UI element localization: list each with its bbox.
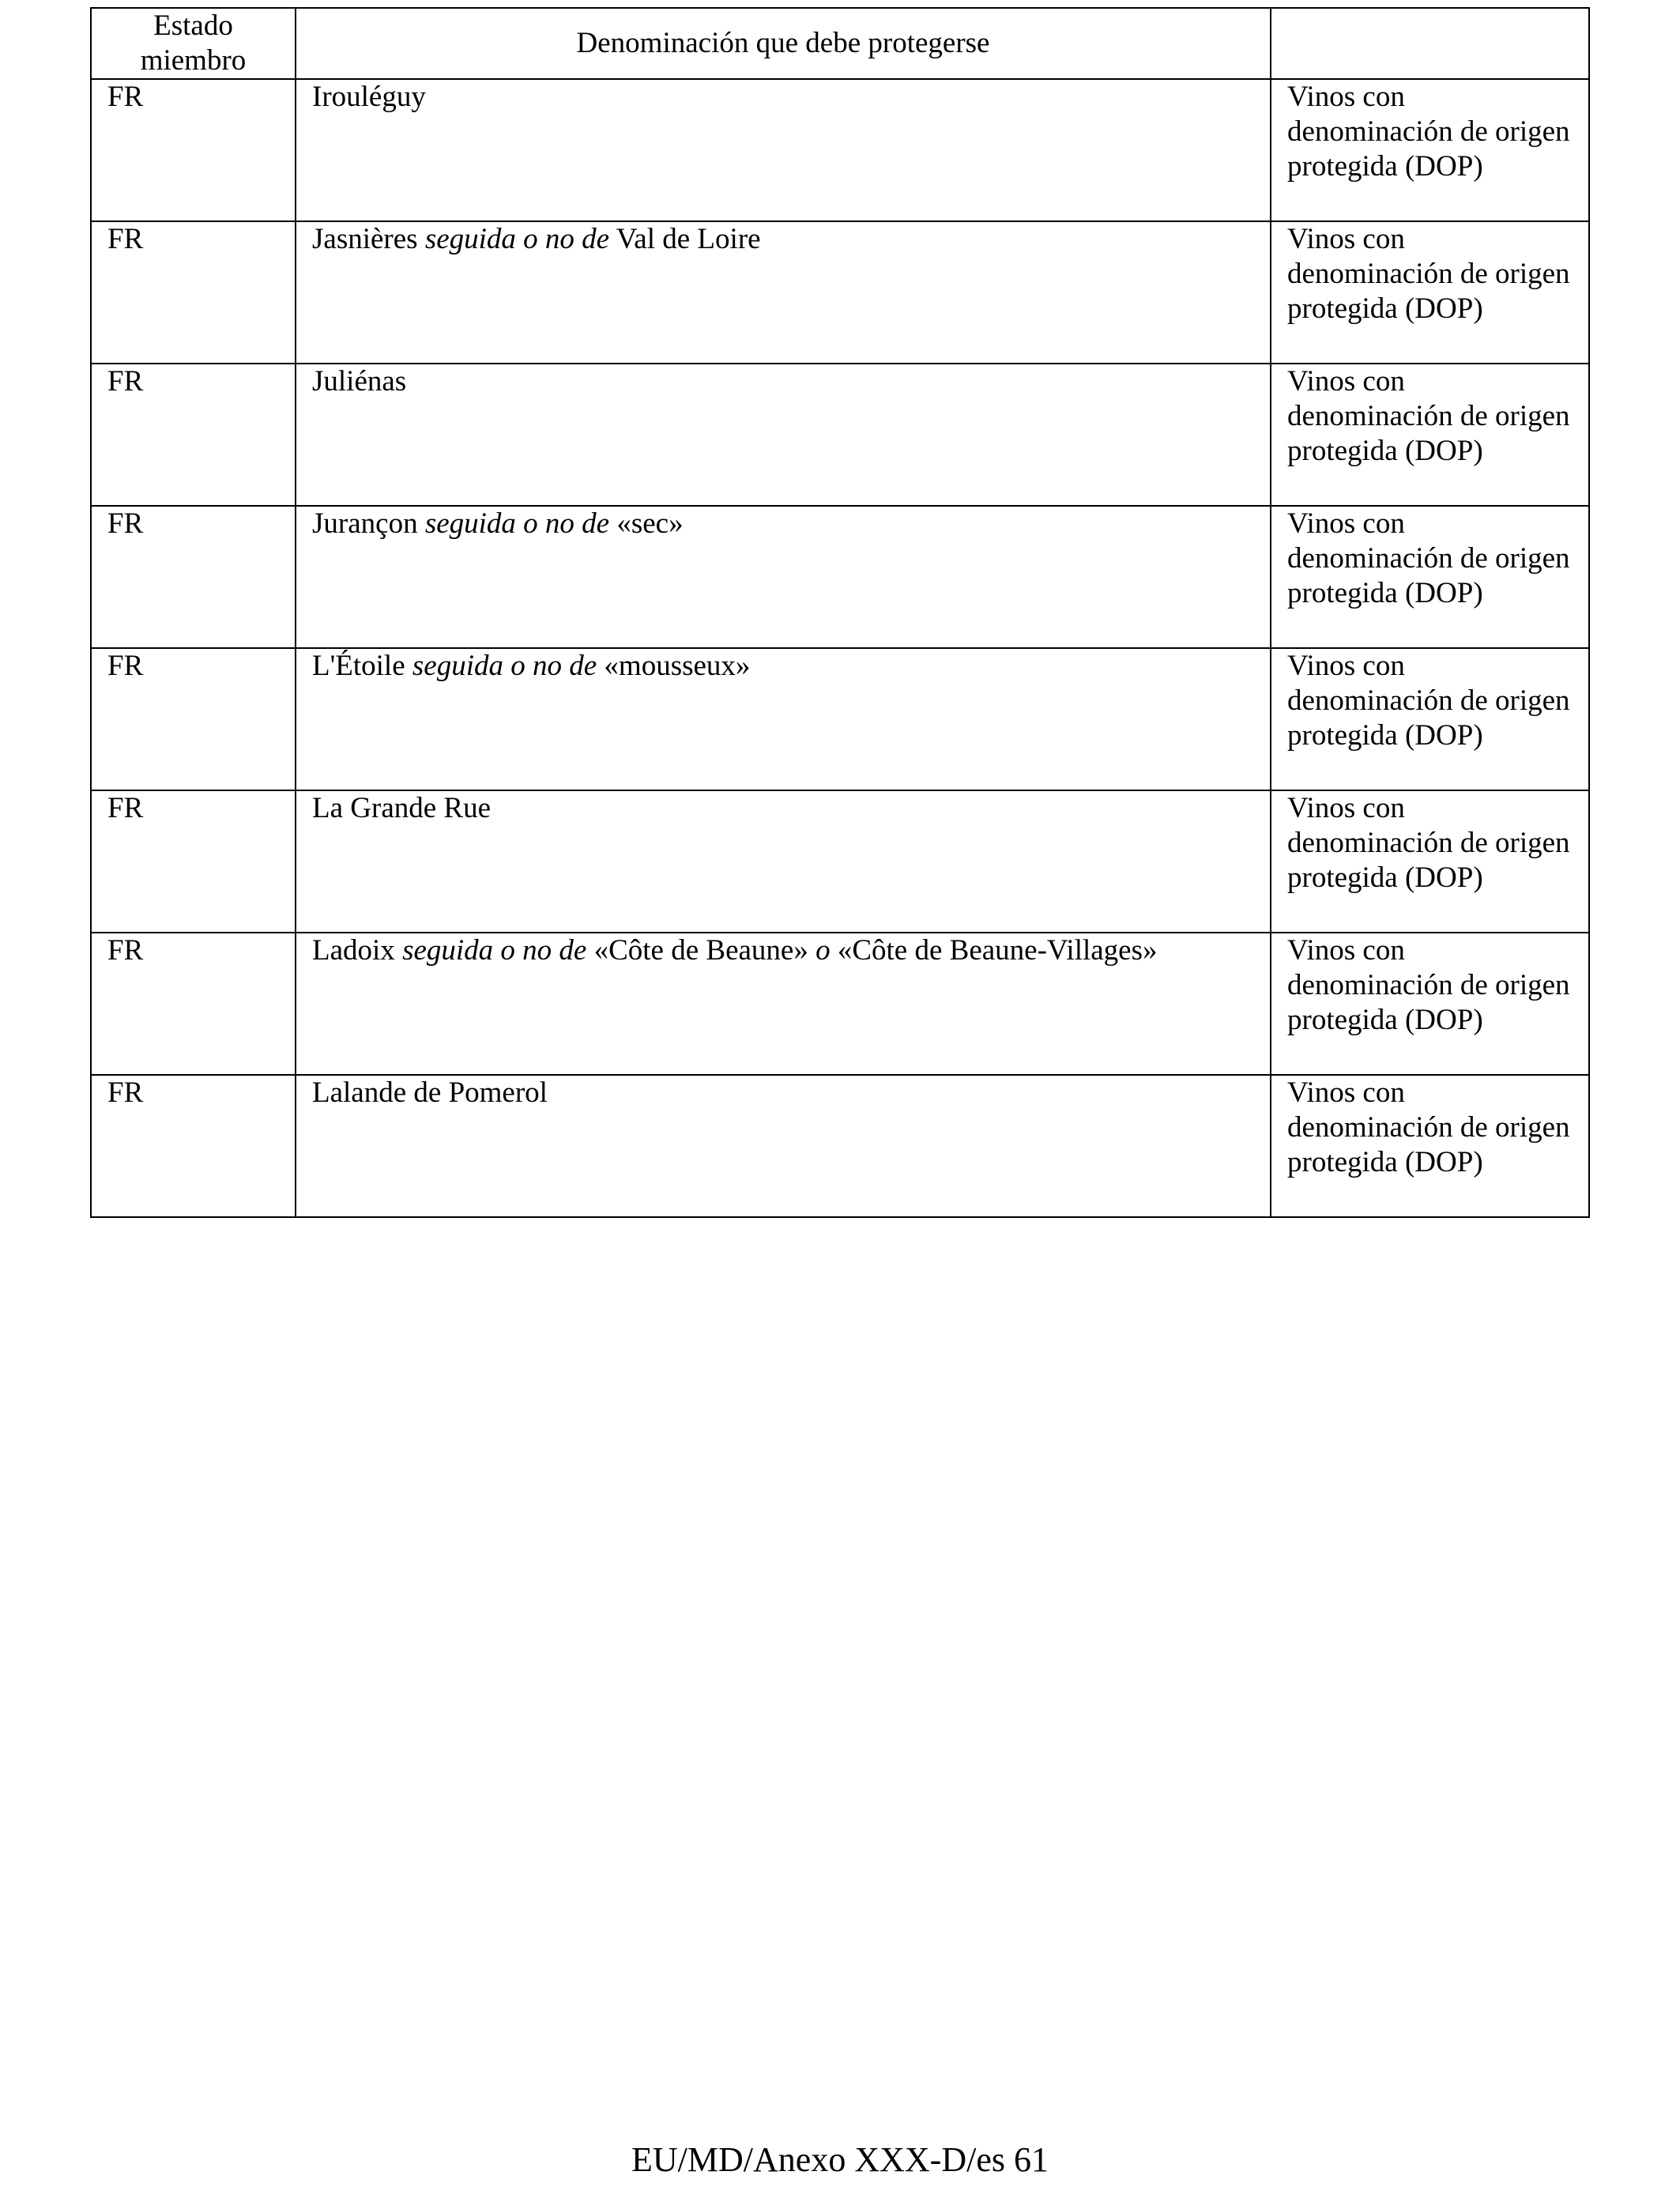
name-text: «mousseux» bbox=[597, 650, 751, 682]
table-row bbox=[91, 506, 1589, 648]
name-text: «sec» bbox=[609, 507, 684, 540]
header-type bbox=[1271, 8, 1589, 79]
name-text: «Côte de Beaune» bbox=[586, 934, 816, 967]
cell-member-state: FR bbox=[91, 79, 296, 221]
cell-designation-type: Vinos con denominación de origen protegida (DOP) bbox=[1271, 648, 1589, 790]
cell-protected-name bbox=[296, 364, 1271, 506]
table-row bbox=[91, 790, 1589, 933]
name-text: Val de Loire bbox=[609, 223, 761, 255]
cell-protected-name bbox=[296, 506, 1271, 648]
header-member-state: Estado miembro bbox=[91, 8, 296, 79]
cell-designation-type: Vinos con denominación de origen protegida (DOP) bbox=[1271, 790, 1589, 933]
table-row bbox=[91, 79, 1589, 221]
table-row bbox=[91, 364, 1589, 506]
name-qualifier-text: o bbox=[816, 934, 831, 967]
cell-protected-name bbox=[296, 1075, 1271, 1217]
table-body bbox=[91, 79, 1589, 1217]
cell-protected-name bbox=[296, 648, 1271, 790]
table-row bbox=[91, 648, 1589, 790]
cell-protected-name bbox=[296, 79, 1271, 221]
cell-designation-type: Vinos con denominación de origen protegida (DOP) bbox=[1271, 1075, 1589, 1217]
cell-member-state: FR bbox=[91, 221, 296, 364]
name-text: Ladoix bbox=[312, 934, 403, 967]
protected-names-table bbox=[90, 7, 1590, 1218]
table-row bbox=[91, 1075, 1589, 1217]
cell-designation-type: Vinos con denominación de origen protegida (DOP) bbox=[1271, 364, 1589, 506]
name-text: Jurançon bbox=[312, 507, 425, 540]
cell-member-state: FR bbox=[91, 648, 296, 790]
name-qualifier-text: seguida o no de bbox=[424, 507, 610, 540]
cell-member-state: FR bbox=[91, 790, 296, 933]
cell-member-state: FR bbox=[91, 1075, 296, 1217]
cell-protected-name bbox=[296, 221, 1271, 364]
page-footer-reference: EU/MD/Anexo XXX-D/es 61 bbox=[631, 2140, 1049, 2179]
name-text: Jasnières bbox=[312, 223, 425, 255]
name-text: Irouléguy bbox=[312, 81, 426, 113]
cell-designation-type: Vinos con denominación de origen protegida (DOP) bbox=[1271, 79, 1589, 221]
cell-designation-type: Vinos con denominación de origen protegida (DOP) bbox=[1271, 933, 1589, 1075]
table-row bbox=[91, 221, 1589, 364]
cell-designation-type: Vinos con denominación de origen protegida (DOP) bbox=[1271, 221, 1589, 364]
cell-member-state: FR bbox=[91, 506, 296, 648]
name-text: «Côte de Beaune-Villages» bbox=[830, 934, 1158, 967]
cell-member-state: FR bbox=[91, 933, 296, 1075]
table-header-row bbox=[91, 8, 1589, 79]
name-text: L'Étoile bbox=[312, 650, 412, 682]
name-text: La Grande Rue bbox=[312, 792, 492, 824]
name-text: Lalande de Pomerol bbox=[312, 1076, 548, 1109]
cell-protected-name bbox=[296, 790, 1271, 933]
cell-member-state: FR bbox=[91, 364, 296, 506]
cell-protected-name bbox=[296, 933, 1271, 1075]
header-protected-name: Denominación que debe protegerse bbox=[296, 8, 1271, 79]
cell-designation-type: Vinos con denominación de origen protegida (DOP) bbox=[1271, 506, 1589, 648]
name-qualifier-text: seguida o no de bbox=[402, 934, 587, 967]
name-text: Juliénas bbox=[312, 365, 407, 398]
table-row bbox=[91, 933, 1589, 1075]
name-qualifier-text: seguida o no de bbox=[412, 650, 597, 682]
name-qualifier-text: seguida o no de bbox=[424, 223, 610, 255]
